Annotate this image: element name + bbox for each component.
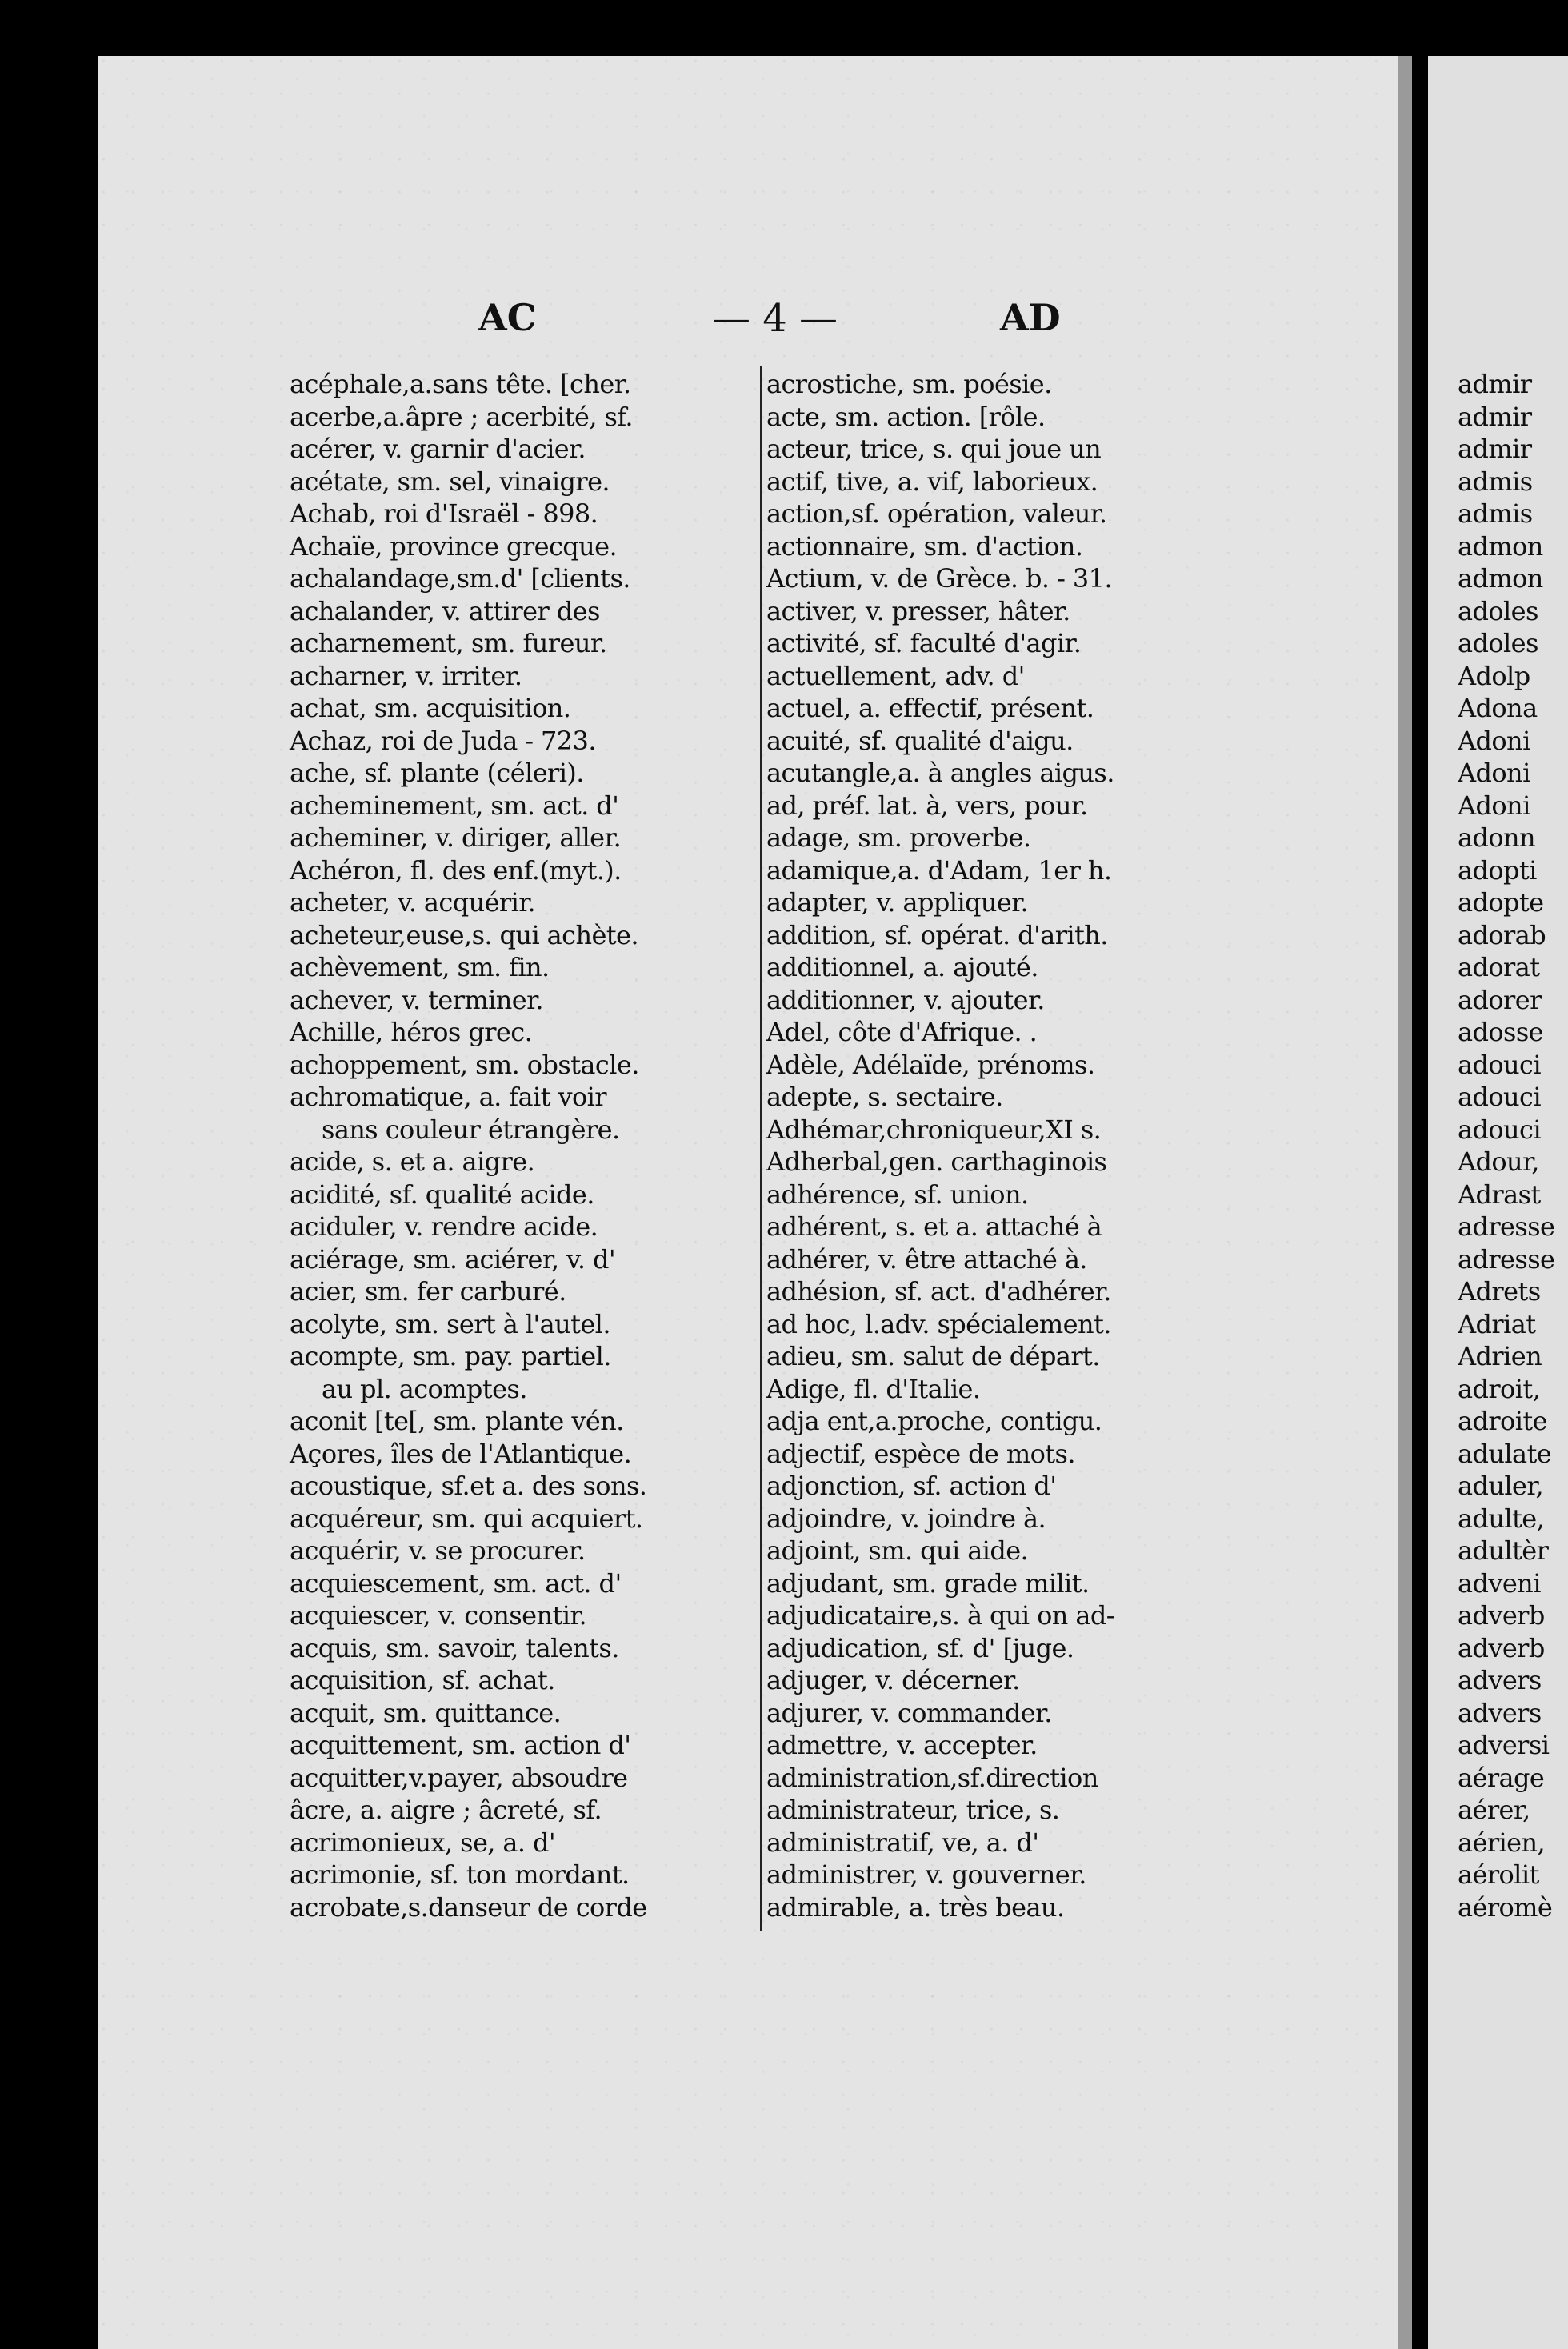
dictionary-entry: admirable, a. très beau. (766, 1891, 1065, 1923)
dictionary-entry: Açores, îles de l'Atlantique. (290, 1438, 632, 1469)
dictionary-entry: acrobate,s.danseur de corde (290, 1891, 647, 1923)
dictionary-entry: aciérage, sm. aciérer, v. d' (290, 1243, 616, 1275)
dictionary-entry: Adrast (1458, 1179, 1541, 1210)
dictionary-entry: additionnel, a. ajouté. (766, 952, 1038, 982)
dictionary-entry: adorer (1458, 984, 1542, 1015)
dictionary-entry: Adoni (1458, 725, 1530, 756)
dictionary-entry: adjonction, sf. action d' (766, 1471, 1057, 1501)
dictionary-entry: Achab, roi d'Israël - 898. (290, 498, 598, 529)
dictionary-entry: acharner, v. irriter. (290, 660, 522, 691)
dictionary-entry: Adoni (1458, 790, 1530, 821)
dictionary-entry: Achille, héros grec. (290, 1017, 533, 1047)
dictionary-entry: acquit, sm. quittance. (290, 1697, 562, 1728)
dictionary-entry: achever, v. terminer. (290, 984, 543, 1015)
dictionary-entry: adage, sm. proverbe. (766, 822, 1031, 853)
dictionary-entry: acuité, sf. qualité d'aigu. (766, 725, 1074, 756)
dictionary-entry: admis (1458, 498, 1533, 529)
running-head-right: AD (1000, 296, 1061, 339)
dictionary-entry: acrostiche, sm. poésie. (766, 369, 1052, 399)
dictionary-entry: admon (1458, 563, 1543, 594)
dictionary-entry: adapter, v. appliquer. (766, 887, 1028, 918)
dictionary-entry: Adoni (1458, 758, 1530, 788)
dictionary-entry: additionner, v. ajouter. (766, 984, 1045, 1015)
dictionary-entry: aérage (1458, 1762, 1545, 1793)
dictionary-entry: adjectif, espèce de mots. (766, 1438, 1075, 1469)
dictionary-entry: acidité, sf. qualité acide. (290, 1179, 594, 1210)
dictionary-entry: acheteur,euse,s. qui achète. (290, 919, 638, 950)
dictionary-entry: aérien, (1458, 1827, 1546, 1858)
dictionary-entry: achat, sm. acquisition. (290, 693, 571, 723)
dictionary-entry: Actium, v. de Grèce. b. - 31. (766, 563, 1112, 594)
dictionary-entry: advers (1458, 1665, 1542, 1695)
dictionary-entry: adjoint, sm. qui aide. (766, 1535, 1029, 1566)
dictionary-entry: adamique,a. d'Adam, 1er h. (766, 854, 1112, 886)
dictionary-entry: au pl. acomptes. (322, 1373, 527, 1404)
dictionary-entry: ad, préf. lat. à, vers, pour. (766, 790, 1088, 821)
dictionary-entry: adversi (1458, 1730, 1550, 1760)
dictionary-entry: achoppement, sm. obstacle. (290, 1049, 639, 1080)
dictionary-entry: acquis, sm. savoir, talents. (290, 1632, 619, 1663)
dictionary-entry: addition, sf. opérat. d'arith. (766, 919, 1108, 950)
dictionary-entry: actif, tive, a. vif, laborieux. (766, 466, 1098, 497)
dictionary-entry: adhérer, v. être attaché à. (766, 1243, 1087, 1275)
dictionary-entry: adresse (1458, 1243, 1555, 1275)
dictionary-entry: adjudicataire,s. à qui on ad- (766, 1600, 1114, 1631)
dictionary-entry: acéphale,a.sans tête. [cher. (290, 369, 631, 399)
dictionary-entry: actuellement, adv. d' (766, 660, 1025, 691)
dictionary-entry: Achaïe, province grecque. (290, 530, 618, 562)
next-page-column (1458, 368, 1568, 1923)
dictionary-entry: administratif, ve, a. d' (766, 1827, 1039, 1858)
dictionary-entry: adverb (1458, 1632, 1545, 1663)
dictionary-entry: admir (1458, 401, 1532, 432)
dictionary-entry: acrimonie, sf. ton mordant. (290, 1859, 630, 1890)
dictionary-entry: actuel, a. effectif, présent. (766, 693, 1094, 723)
dictionary-entry: aduler, (1458, 1471, 1544, 1501)
dictionary-entry: aconit [te[, sm. plante vén. (290, 1406, 624, 1436)
dictionary-entry: adorat (1458, 952, 1540, 982)
dictionary-entry: adopti (1458, 854, 1537, 886)
dictionary-entry: adhésion, sf. act. d'adhérer. (766, 1276, 1111, 1307)
page-binding (1398, 56, 1412, 2349)
page-gap (1412, 56, 1428, 2349)
dictionary-entry: acheminement, sm. act. d' (290, 790, 619, 821)
dictionary-entry: acquérir, v. se procurer. (290, 1535, 586, 1566)
dictionary-entry: adjuger, v. décerner. (766, 1665, 1020, 1695)
dictionary-entry: Adel, côte d'Afrique. . (766, 1017, 1038, 1047)
dictionary-entry: acquiescement, sm. act. d' (290, 1567, 622, 1599)
dictionary-entry: adresse (1458, 1211, 1555, 1242)
dictionary-entry: advers (1458, 1697, 1542, 1728)
dictionary-entry: achalandage,sm.d' [clients. (290, 563, 630, 594)
dictionary-entry: aciduler, v. rendre acide. (290, 1211, 598, 1242)
dictionary-entry: adjoindre, v. joindre à. (766, 1503, 1046, 1534)
dictionary-entry: adverb (1458, 1600, 1545, 1631)
dictionary-entry: activer, v. presser, hâter. (766, 595, 1070, 626)
dictionary-entry: adouci (1458, 1049, 1541, 1080)
dictionary-entry: Adour, (1458, 1146, 1539, 1177)
dictionary-entry: adhérence, sf. union. (766, 1179, 1029, 1210)
dictionary-entry: Adriat (1458, 1308, 1536, 1339)
dictionary-entry: adoles (1458, 628, 1538, 658)
column-rule (760, 366, 762, 1931)
dictionary-entry: admettre, v. accepter. (766, 1730, 1038, 1760)
dictionary-entry: aérolit (1458, 1859, 1539, 1890)
dictionary-entry: adroite (1458, 1406, 1547, 1436)
dictionary-entry: achèvement, sm. fin. (290, 952, 550, 982)
dictionary-entry: âcre, a. aigre ; âcreté, sf. (290, 1795, 602, 1825)
dictionary-entry: adveni (1458, 1567, 1541, 1599)
dictionary-entry: acheter, v. acquérir. (290, 887, 536, 918)
dictionary-entry: acoustique, sf.et a. des sons. (290, 1471, 647, 1501)
left-column (290, 368, 750, 1923)
dictionary-entry: adjudant, sm. grade milit. (766, 1567, 1090, 1599)
dictionary-entry: adouci (1458, 1082, 1541, 1112)
dictionary-entry: acte, sm. action. [rôle. (766, 401, 1046, 432)
dictionary-entry: acier, sm. fer carburé. (290, 1276, 566, 1307)
dictionary-entry: adepte, s. sectaire. (766, 1082, 1003, 1112)
dictionary-entry: Adherbal,gen. carthaginois (766, 1146, 1107, 1177)
dictionary-entry: aéromè (1458, 1891, 1553, 1923)
dictionary-entry: acquittement, sm. action d' (290, 1730, 631, 1760)
dictionary-entry: admir (1458, 434, 1532, 464)
dictionary-entry: ad hoc, l.adv. spécialement. (766, 1308, 1111, 1339)
running-head-left: AC (478, 296, 537, 339)
dictionary-entry: acquiescer, v. consentir. (290, 1600, 587, 1631)
dictionary-entry: acrimonieux, se, a. d' (290, 1827, 556, 1858)
dictionary-entry: adjurer, v. commander. (766, 1697, 1052, 1728)
dictionary-entry: admir (1458, 369, 1532, 399)
dictionary-entry: Adona (1458, 693, 1538, 723)
dictionary-entry: Adolp (1458, 660, 1530, 691)
dictionary-entry: acompte, sm. pay. partiel. (290, 1341, 611, 1371)
dictionary-entry: adopte (1458, 887, 1544, 918)
dictionary-entry: adulte, (1458, 1503, 1545, 1534)
dictionary-entry: adroit, (1458, 1373, 1541, 1404)
dictionary-entry: acide, s. et a. aigre. (290, 1146, 535, 1177)
dictionary-entry: acheminer, v. diriger, aller. (290, 822, 622, 853)
page-number: — 4 — (712, 296, 838, 341)
dictionary-entry: adouci (1458, 1114, 1541, 1145)
dictionary-entry: admis (1458, 466, 1533, 497)
dictionary-entry: adhérent, s. et a. attaché à (766, 1211, 1102, 1242)
dictionary-entry: Achéron, fl. des enf.(myt.). (290, 854, 622, 886)
dictionary-entry: acquisition, sf. achat. (290, 1665, 555, 1695)
dictionary-entry: achalander, v. attirer des (290, 595, 600, 626)
dictionary-entry: sans couleur étrangère. (322, 1114, 620, 1145)
dictionary-entry: achromatique, a. fait voir (290, 1082, 606, 1112)
dictionary-entry: Adrets (1458, 1276, 1541, 1307)
dictionary-entry: admon (1458, 530, 1543, 562)
dictionary-entry: acteur, trice, s. qui joue un (766, 434, 1102, 464)
dictionary-entry: activité, sf. faculté d'agir. (766, 628, 1082, 658)
dictionary-entry: acharnement, sm. fureur. (290, 628, 607, 658)
dictionary-entry: acolyte, sm. sert à l'autel. (290, 1308, 610, 1339)
dictionary-entry: adosse (1458, 1017, 1544, 1047)
dictionary-entry: administrateur, trice, s. (766, 1795, 1060, 1825)
dictionary-entry: adorab (1458, 919, 1546, 950)
dictionary-entry: acquitter,v.payer, absoudre (290, 1762, 628, 1793)
dictionary-entry: adoles (1458, 595, 1538, 626)
dictionary-entry: adja ent,a.proche, contigu. (766, 1406, 1102, 1436)
dictionary-entry: acerbe,a.âpre ; acerbité, sf. (290, 401, 633, 432)
dictionary-entry: acutangle,a. à angles aigus. (766, 758, 1114, 788)
dictionary-entry: action,sf. opération, valeur. (766, 498, 1107, 529)
dictionary-entry: adieu, sm. salut de départ. (766, 1341, 1100, 1371)
dictionary-entry: adjudication, sf. d' [juge. (766, 1632, 1074, 1663)
dictionary-entry: ache, sf. plante (céleri). (290, 758, 584, 788)
dictionary-entry: acétate, sm. sel, vinaigre. (290, 466, 610, 497)
dictionary-entry: Adhémar,chroniqueur,XI s. (766, 1114, 1102, 1145)
dictionary-entry: adultèr (1458, 1535, 1549, 1566)
dictionary-entry: adulate (1458, 1438, 1552, 1469)
dictionary-entry: administrer, v. gouverner. (766, 1859, 1086, 1890)
dictionary-entry: aérer, (1458, 1795, 1530, 1825)
dictionary-entry: administration,sf.direction (766, 1762, 1098, 1793)
dictionary-entry: adonn (1458, 822, 1536, 853)
right-column (766, 368, 1234, 1923)
dictionary-entry: Adèle, Adélaïde, prénoms. (766, 1049, 1095, 1080)
dictionary-entry: Adrien (1458, 1341, 1542, 1371)
dictionary-entry: acquéreur, sm. qui acquiert. (290, 1503, 643, 1534)
dictionary-entry: acérer, v. garnir d'acier. (290, 434, 586, 464)
dictionary-entry: actionnaire, sm. d'action. (766, 530, 1083, 562)
dictionary-entry: Achaz, roi de Juda - 723. (290, 725, 596, 756)
dictionary-entry: Adige, fl. d'Italie. (766, 1373, 981, 1404)
